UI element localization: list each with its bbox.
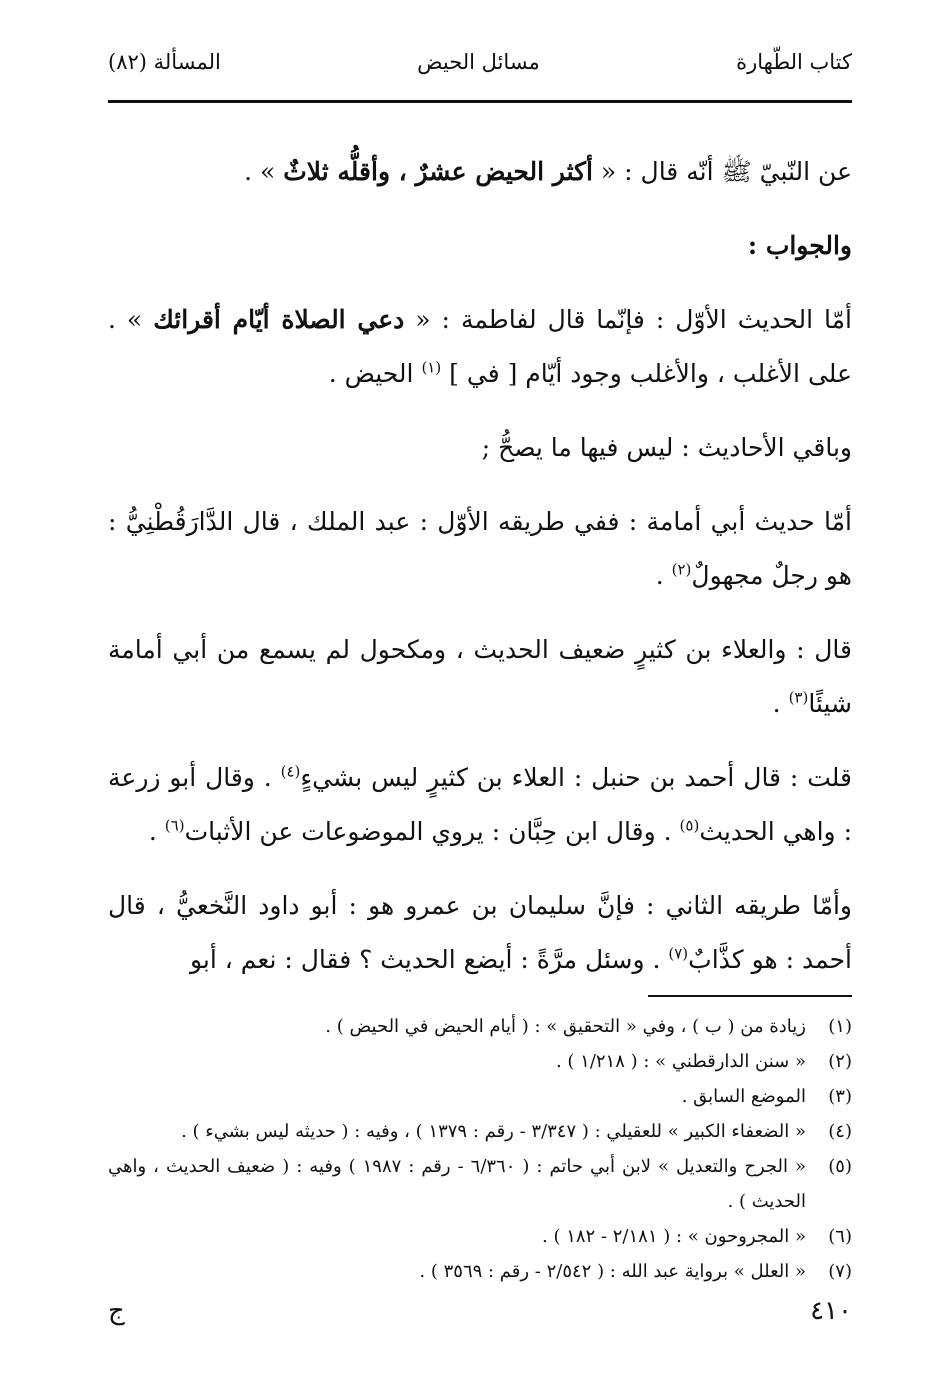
footnote-mark[interactable]: (٥) bbox=[679, 816, 700, 835]
text-run: أمّا حديث أبي أمامة : ففي طريقه الأوّل : عبد الملك ، قال الدَّارَقُطْنِيُّ : هو رجلٌ مجهولٌ bbox=[108, 507, 852, 590]
text-run: . وقال ابن حِبَّان : يروي الموضوعات عن الأثبات bbox=[184, 817, 680, 846]
paragraph bbox=[108, 421, 852, 475]
footnote-text: زيادة من ( ب ) ، وفي « التحقيق » : ( أيام الحيض في الحيض ) . bbox=[325, 1016, 806, 1037]
paragraph bbox=[108, 751, 852, 859]
paragraph bbox=[108, 219, 852, 273]
header-issue-number: المسألة (٨٢) bbox=[108, 50, 221, 74]
paragraph bbox=[108, 145, 852, 199]
hadith-quote: دعي الصلاة أيّام أقرائك bbox=[153, 305, 405, 334]
text-run: وأمّا طريقه الثاني : فإنَّ سليمان بن عمرو هو : أبو داود النَّخعيُّ ، قال أحمد : هو كذَّابٌ bbox=[108, 891, 852, 974]
answer-heading: والجواب : bbox=[747, 231, 852, 260]
page bbox=[108, 50, 852, 1289]
main-text bbox=[108, 145, 852, 987]
text-run: » . على الأغلب ، والأغلب وجود أيّام [ في ] bbox=[108, 305, 852, 388]
text-run: . bbox=[772, 689, 789, 718]
footnote-text: « الجرح والتعديل » لابن أبي حاتم : ( ٦/٣٦٠ - رقم : ١٩٨٧ ) وفيه : ( ضعيف الحديث ، واهي الحديث ) . bbox=[108, 1156, 806, 1212]
text-run: أمّا الحديث الأوّل : فإنّما قال لفاطمة : « bbox=[404, 305, 852, 334]
signature-mark: ج bbox=[108, 1296, 125, 1326]
footnote-number: (٣) bbox=[828, 1086, 852, 1107]
footnote-mark[interactable]: (٣) bbox=[788, 688, 809, 707]
text-run: . وسئل مرَّةً : أيضع الحديث ؟ فقال : نعم ، أبو bbox=[190, 945, 669, 974]
footnote-mark[interactable]: (١) bbox=[421, 358, 442, 377]
footnote-number: (١) bbox=[828, 1016, 852, 1037]
text-run: وباقي الأحاديث : ليس فيها ما يصحُّ ; bbox=[481, 433, 852, 462]
footnote bbox=[108, 1149, 852, 1219]
footnote-text: « الضعفاء الكبير » للعقيلي : ( ٣/٣٤٧ - رقم : ١٣٧٩ ) ، وفيه : ( حديثه ليس بشيء ) . bbox=[181, 1121, 806, 1142]
footnote bbox=[108, 1079, 852, 1114]
footnote-text: « المجروحون » : ( ٢/١٨١ - ١٨٢ ) . bbox=[542, 1226, 806, 1247]
footnote bbox=[108, 1219, 852, 1254]
footnote-mark[interactable]: (٦) bbox=[164, 816, 185, 835]
footnote-text: « العلل » برواية عبد الله : ( ٢/٥٤٢ - رقم : ٣٥٦٩ ) . bbox=[419, 1261, 806, 1282]
footnote-text: « سنن الدارقطني » : ( ١/٢١٨ ) . bbox=[555, 1051, 806, 1072]
paragraph bbox=[108, 495, 852, 603]
footnote bbox=[108, 1114, 852, 1149]
hadith-quote: أكثر الحيض عشرٌ ، وأقلُّه ثلاثٌ bbox=[283, 157, 593, 186]
footnote bbox=[108, 1044, 852, 1079]
text-run: . bbox=[655, 561, 672, 590]
footnote-mark[interactable]: (٢) bbox=[671, 560, 692, 579]
page-number: ٤١٠ bbox=[810, 1296, 852, 1326]
header-book-title: كتاب الطّهارة bbox=[736, 50, 852, 74]
page-footer bbox=[108, 1296, 852, 1326]
paragraph bbox=[108, 293, 852, 401]
footnotes bbox=[108, 1009, 852, 1289]
footnote-number: (٢) bbox=[828, 1051, 852, 1072]
header-chapter-title: مسائل الحيض bbox=[417, 50, 540, 74]
text-run: . bbox=[148, 817, 165, 846]
footnote-text: الموضع السابق . bbox=[681, 1086, 806, 1107]
footnote-number: (٧) bbox=[828, 1261, 852, 1282]
text-run: » . bbox=[244, 157, 284, 186]
footnote-number: (٤) bbox=[828, 1121, 852, 1142]
paragraph bbox=[108, 623, 852, 731]
running-header bbox=[108, 50, 852, 94]
footnote bbox=[108, 1254, 852, 1289]
footnote-separator bbox=[648, 995, 852, 997]
text-run: قلت : قال أحمد بن حنبل : العلاء بن كثيرٍ ليس بشيءٍ bbox=[300, 763, 852, 792]
footnote-number: (٥) bbox=[828, 1156, 852, 1177]
header-rule bbox=[108, 100, 852, 103]
footnote-mark[interactable]: (٧) bbox=[668, 944, 689, 963]
text-run: قال : والعلاء بن كثيرٍ ضعيف الحديث ، ومكحول لم يسمع من أبي أمامة شيئًا bbox=[108, 635, 852, 718]
footnote-number: (٦) bbox=[828, 1226, 852, 1247]
footnote bbox=[108, 1009, 852, 1044]
text-run: . وقال أبو زرعة : واهي الحديث bbox=[108, 763, 852, 846]
text-run: عن النّبيّ ﷺ أنّه قال : « bbox=[592, 157, 852, 186]
text-run: الحيض . bbox=[328, 359, 422, 388]
paragraph bbox=[108, 879, 852, 987]
footnote-mark[interactable]: (٤) bbox=[280, 762, 301, 781]
